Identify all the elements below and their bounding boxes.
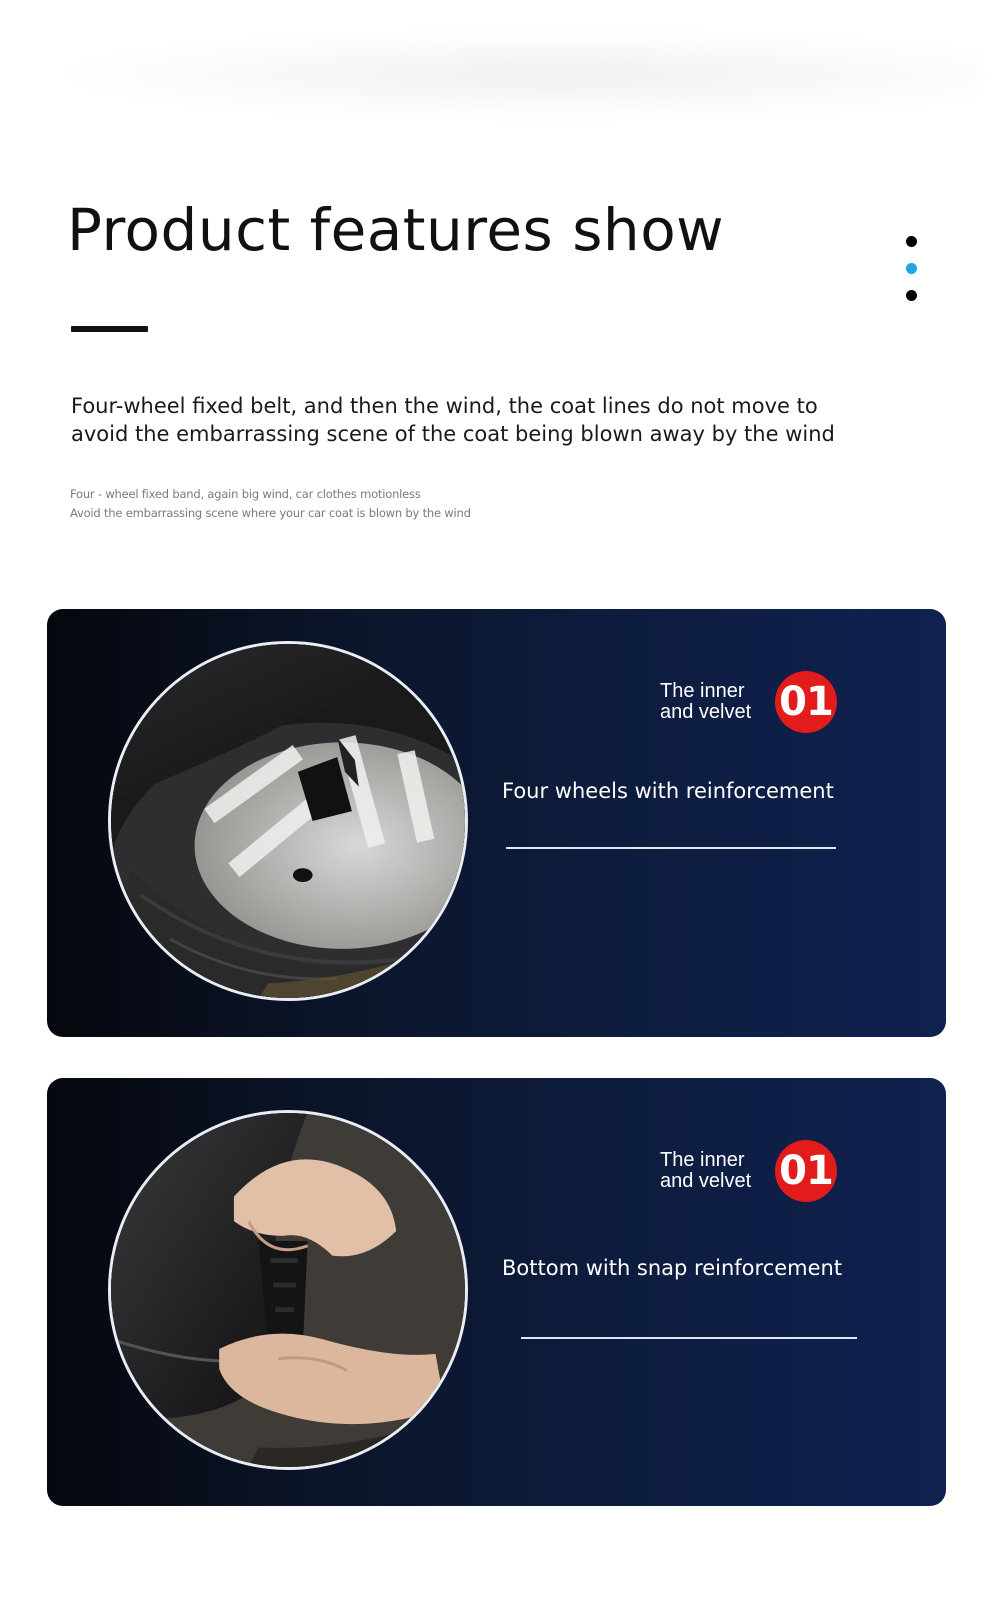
intro-lead [71, 392, 891, 448]
wheel-strap-photo-icon [108, 641, 468, 1001]
feature-card-1 [47, 609, 946, 1037]
intro-subtext [70, 485, 471, 523]
badge-label-line-1: The inner [660, 1149, 745, 1171]
feature-number-badge: 01 [775, 1140, 837, 1202]
intro-sub-line-2: Avoid the embarrassing scene where your car coat is blown by the wind [70, 506, 471, 520]
intro-lead-line-1: Four-wheel fixed belt, and then the wind, the coat lines do not move to [71, 394, 818, 418]
intro-sub-line-1: Four - wheel fixed band, again big wind, car clothes motionless [70, 487, 421, 501]
header-banner-blur [40, 30, 980, 120]
feature-underline [506, 847, 836, 849]
pager-dot-1[interactable] [906, 236, 917, 247]
feature-card-2 [47, 1078, 946, 1506]
pager-dot-3[interactable] [906, 290, 917, 301]
intro-lead-line-2: avoid the embarrassing scene of the coat being blown away by the wind [71, 422, 835, 446]
feature-title: Four wheels with reinforcement [502, 779, 834, 803]
feature-title: Bottom with snap reinforcement [502, 1256, 843, 1280]
badge-label-line-2: and velvet [660, 701, 752, 723]
pager-dot-2-active[interactable] [906, 263, 917, 274]
feature-number-badge: 01 [775, 671, 837, 733]
section-pager[interactable] [906, 236, 918, 306]
badge-label-line-2: and velvet [660, 1170, 752, 1192]
feature-underline [521, 1337, 857, 1339]
page-title: Product features show [67, 196, 725, 264]
badge-label-line-1: The inner [660, 680, 745, 702]
badge-label [660, 1150, 751, 1192]
badge-label [660, 681, 751, 723]
buckle-snap-photo-icon [108, 1110, 468, 1470]
title-divider [71, 326, 148, 332]
